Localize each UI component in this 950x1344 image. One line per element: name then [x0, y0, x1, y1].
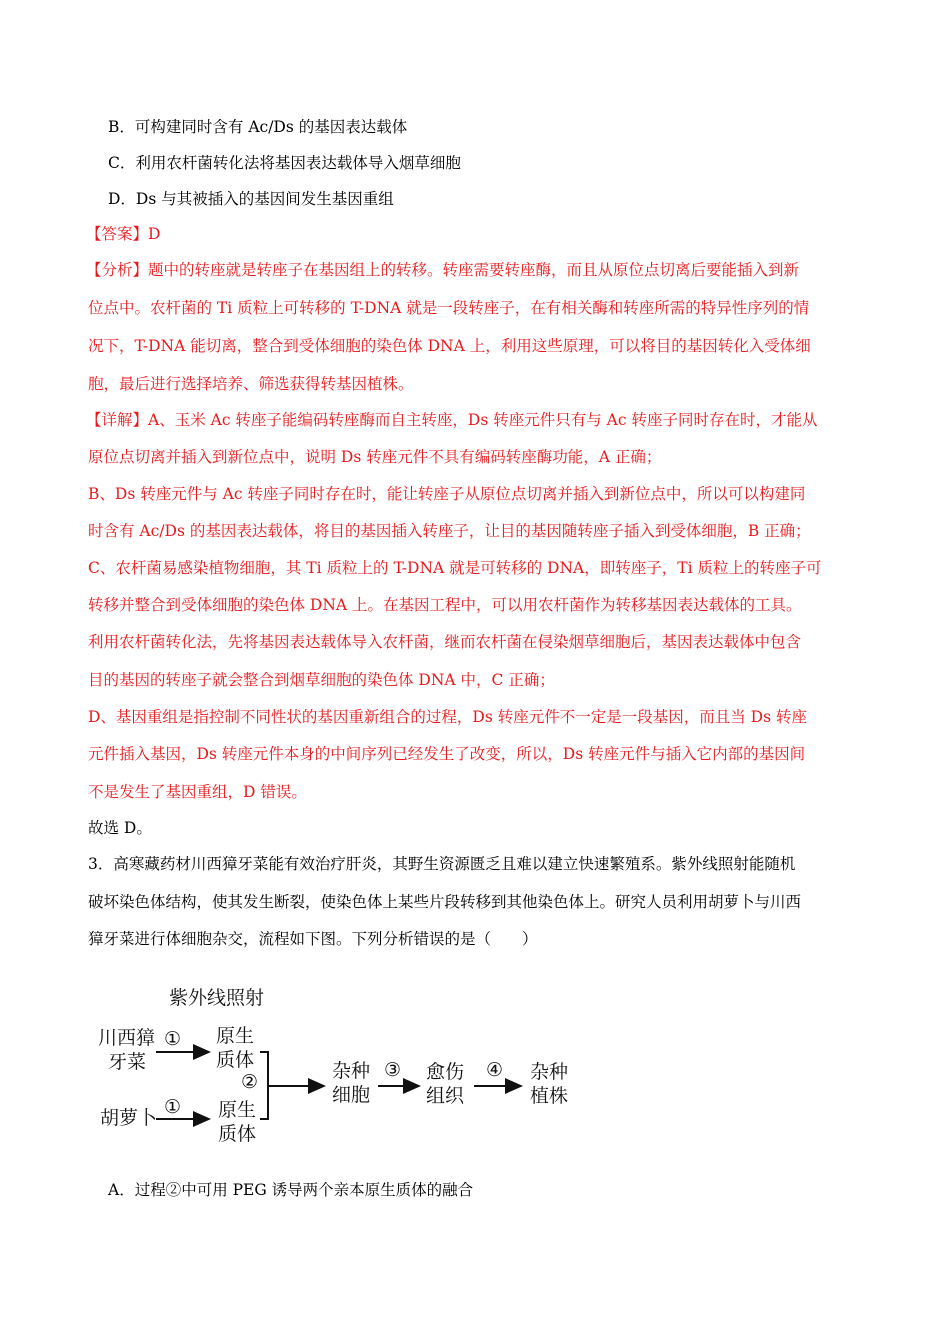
option-b: B．可构建同时含有 Ac/Ds 的基因表达载体 [108, 118, 408, 136]
hybrid-plant-line2: 植株 [530, 1085, 569, 1107]
plant1-label-line1: 川西獐 [98, 1027, 156, 1049]
plant1-label-line2: 牙菜 [108, 1051, 147, 1073]
question-3-line: 獐牙菜进行体细胞杂交，流程如下图。下列分析错误的是（ ） [88, 930, 538, 948]
detail-line: 目的基因的转座子就会整合到烟草细胞的染色体 DNA 中，C 正确； [88, 671, 555, 689]
detail-line: C、农杆菌易感染植物细胞，其 Ti 质粒上的 T-DNA 就是可转移的 DNA，即转座子，Ti 质粒上的转座子可 [88, 559, 822, 577]
detail-line: 元件插入基因，Ds 转座元件本身的中间序列已经发生了改变，所以，Ds 转座元件与插入它内部的基因间 [88, 745, 806, 763]
analysis-line: 位点中。农杆菌的 Ti 质粒上可转移的 T-DNA 就是一段转座子，在有相关酶和转座所需的特异性序列的情 [88, 299, 810, 317]
step1-bottom-marker: ① [164, 1096, 182, 1118]
plant2-label: 胡萝卜 [100, 1107, 158, 1129]
question-3-line: 3．高寒藏药材川西獐牙菜能有效治疗肝炎，其野生资源匮乏且难以建立快速繁殖系。紫外线照射能随机 [88, 855, 796, 873]
option-c: C．利用农杆菌转化法将基因表达载体导入烟草细胞 [108, 154, 461, 172]
analysis-line: 【分析】题中的转座就是转座子在基因组上的转移。转座需要转座酶，而且从原位点切离后要能插入到新 [86, 261, 800, 279]
detail-line: 原位点切离并插入到新位点中，说明 Ds 转座元件不具有编码转座酶功能，A 正确； [88, 448, 662, 466]
analysis-line: 况下，T-DNA 能切离，整合到受体细胞的染色体 DNA 上，利用这些原理，可以将目的基因转化入受体细 [88, 337, 811, 355]
step1-top-marker: ① [164, 1028, 182, 1050]
fusion-bracket [260, 1052, 268, 1119]
conclusion: 故选 D。 [88, 819, 152, 837]
callus-line2: 组织 [426, 1085, 465, 1107]
protoplast-top-line1: 原生 [216, 1025, 255, 1047]
protoplast-bottom-line1: 原生 [218, 1099, 257, 1121]
protoplast-bottom-line2: 质体 [218, 1123, 257, 1145]
step3-marker: ③ [384, 1059, 402, 1081]
question-3-line: 破坏染色体结构，使其发生断裂，使染色体上某些片段转移到其他染色体上。研究人员利用胡萝卜与川西 [88, 893, 802, 911]
hybrid-cell-line1: 杂种 [332, 1060, 371, 1082]
option-d: D．Ds 与其被插入的基因间发生基因重组 [108, 190, 394, 208]
callus-line1: 愈伤 [426, 1061, 465, 1083]
hybrid-cell-line2: 细胞 [332, 1084, 371, 1106]
analysis-line: 胞，最后进行选择培养、筛选获得转基因植株。 [88, 375, 414, 393]
step2-marker: ② [241, 1071, 259, 1093]
hybrid-plant-line1: 杂种 [530, 1061, 569, 1083]
detail-line: 时含有 Ac/Ds 的基因表达载体，将目的基因插入转座子，让目的基因随转座子插入到受体细胞，B 正确； [88, 522, 811, 540]
step4-marker: ④ [486, 1059, 504, 1081]
detail-line: 转移并整合到受体细胞的染色体 DNA 上。在基因工程中，可以用农杆菌作为转移基因表达载体的工具。 [88, 596, 802, 614]
option-a: A．过程②中可用 PEG 诱导两个亲本原生质体的融合 [108, 1181, 474, 1199]
uv-label: 紫外线照射 [169, 987, 265, 1009]
detail-line: 利用农杆菌转化法，先将基因表达载体导入农杆菌，继而农杆菌在侵染烟草细胞后，基因表达载体中包含 [88, 633, 802, 651]
protoplast-top-line2: 质体 [216, 1049, 255, 1071]
detail-line: 不是发生了基因重组，D 错误。 [88, 783, 307, 801]
fusion-flow-diagram [96, 982, 596, 1152]
detail-line: B、Ds 转座元件与 Ac 转座子同时存在时，能让转座子从原位点切离并插入到新位点中，所以可以构建同 [88, 485, 806, 503]
detail-line: D、基因重组是指控制不同性状的基因重新组合的过程，Ds 转座元件不一定是一段基因，而且当 Ds 转座 [88, 708, 807, 726]
answer-label: 【答案】D [86, 225, 161, 243]
detail-line: 【详解】A、玉米 Ac 转座子能编码转座酶而自主转座，Ds 转座元件只有与 Ac 转座子同时存在时，才能从 [86, 411, 818, 429]
